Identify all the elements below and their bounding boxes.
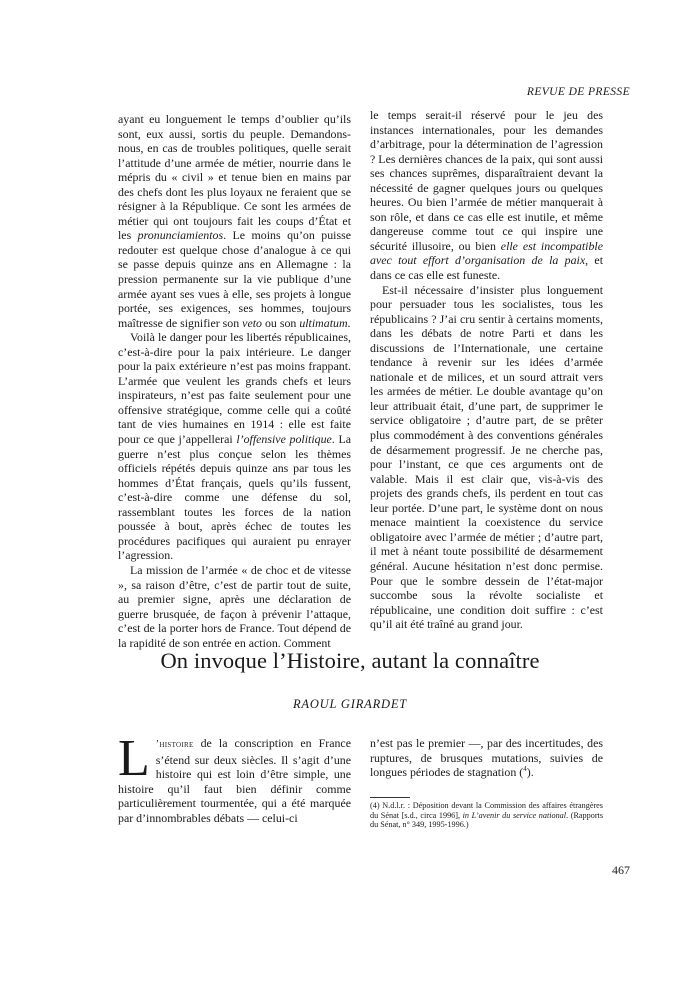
italic-run: elle est incompatible avec tout effort d’organisation de la paix [370,238,604,268]
footnote-journal: L’avenir du service national [471,810,567,820]
small-caps-lead: ’histoire [155,739,194,750]
article-column-right [370,736,603,780]
article-text-left: de la conscription en France s’étend sur deux siècles. Il s’agit d’une histoire qui est loin d’être simple, une histoire qu’il faut bien définir comme particulièrement tourmentée, qui a été marquée par d’innombrables débats — celui-ci [118,736,351,825]
text-run: . La guerre n’est plus conçue selon les thèmes officiels répétés depuis quinze ans par tous les hommes d’État français, quels qu’ils fussent, c’est-à-dire comme une défense du sol, rassemblant toutes les forces de la nation poussée à bout, après échec de toutes les procédures pacifiques qui auraient pu enrayer l’agression. [118,432,351,563]
text-run: . Le moins qu’on puisse redouter est quelque chose d’analogue à ce qui se passe depuis quinze ans en Allemagne : la pression permanente sur la vie publique d’une armée ayant ses vues à elle, ses projets à longue portée, ses exigences, ses hommes, toujours maîtresse de signifier son [118,228,351,330]
left-paragraph-3: La mission de l’armée « de choc et de vitesse », sa raison d’être, c’est de partir tout de suite, au premier signe, après une déclaration de guerre brusquée, de façon à prévenir l’attaque, c’est de la porter hors de France. Tout dépend de la rapidité de son entrée en action. Comment [118,562,351,650]
left-paragraph-1 [118,112,351,330]
footnote-text: (4) N.d.l.r. : Déposition devant la Commission des affaires étrangères du Sénat [s.d., circa 1996], [370,801,603,820]
footnote-reference: 4 [523,765,527,774]
drop-cap: L [118,730,150,787]
running-head: REVUE DE PRESSE [526,86,630,98]
article-text-right: n’est pas le premier —, par des incertitudes, des ruptures, de brusques mutations, suivies de longues périodes de stagnation ( [370,736,603,780]
text-run: ayant eu longuement le temps d’oublier qu’ils sont, eux aussi, sortis du peuple. Demandons-nous, en cas de troubles politiques, quelle serait l’attitude d’une armée de métier, nourrie dans le mépris du « civil » et tenue bien en mains par des chefs dont les plus loyaux ne feraient que se résigner à la République. Ce sont les armées de métier qui ont toujours fait les coups d’État et les [118,112,351,243]
left-paragraph-2 [118,330,351,563]
footnote [370,801,603,830]
footnote-text: . (Rapports du Sénat, n° 349, 1995-1996.) [370,810,604,830]
italic-run: pronunciamientos [137,228,224,243]
italic-run: l’offensive politique [236,432,332,447]
text-run: ou son [261,315,300,330]
article-column-left [118,730,351,825]
right-column [370,108,603,632]
italic-run: ultimatum [299,315,348,330]
footnote-italic: in [462,810,470,820]
right-paragraph-1 [370,108,603,283]
page-number: 467 [612,863,630,877]
text-run: Voilà le danger pour les libertés républicaines, c’est-à-dire pour la paix intérieure. Le danger pour la paix extérieure n’est pas moins frappant. L’armée que veulent les grands chefs et leurs inspirateurs, n’est pas faite seulement pour une offensive stratégique, comme celle qui a coûté tant de vies humaines en 1914 : elle est faite pour ce que j’appellerai [118,330,351,447]
italic-run: veto [242,315,262,330]
left-column [118,112,351,650]
article-title: On invoque l’Histoire, autant la connaître [160,648,540,673]
article-author: RAOUL GIRARDET [292,697,408,711]
footnote-rule [370,797,410,798]
text-run: . [347,315,351,330]
text-run: le temps serait-il réservé pour le jeu des instances internationales, pour les demandes d’arbitrage, pour la détermination de l’agression ? Les dernières chances de la paix, qui sont aussi ses chances suprêmes, disparaîtraient devant la nécessité de gagner quelques jours ou quelques heures. Ou bien l’armée de métier manquerait à son rôle, et dans ce cas elle est inutile, et même dangereuse comme tout ce qui inspire une sécurité illusoire, ou bien [370,108,603,253]
text-run: , et dans ce cas elle est funeste. [370,253,603,283]
article-text-right-end: ). [526,765,534,780]
right-paragraph-2: Est-il nécessaire d’insister plus longuement pour persuader tous les socialistes, tous les républicains ? J’ai cru sentir à certains moments, dans les débats de notre Parti et dans les discussions de l’Internationale, une certaine tendance à revenir sur les idées d’armée nationale et de milices, et un sourd attrait vers les armées de métier. Le double avantage qu’on leur attribuait était, d’une part, de supprimer le service obligatoire ; d’autre part, de se prêter plus commodément à des conventions générales de désarmement progressif. Je ne cherche pas, pour l’instant, ce que ces arguments ont de valable. Mais il est clair que, vis-à-vis des projets des grands chefs, ils perdent en tout cas leur portée. D’une part, le système dont on nous menace maintient la coexistence du service obligatoire avec l’armée de métier ; d’autre part, il met à néant toute possibilité de désarmement général. Aucune hésitation n’est donc permise. Pour que le sombre dessein de l’état-major succombe sous la révolte socialiste et républicaine, une condition doit suffire : c’est qu’il ait été traîné au grand jour. [370,282,603,632]
